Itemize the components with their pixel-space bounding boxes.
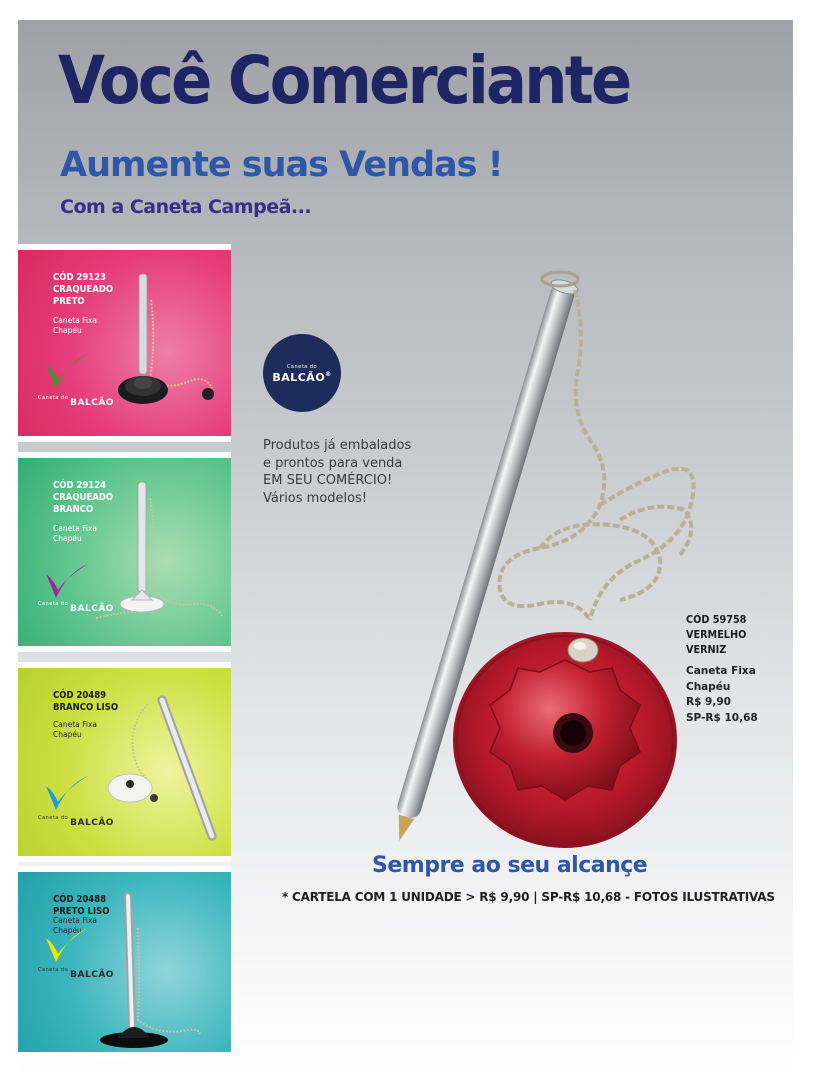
name-line: PRETO	[53, 296, 85, 307]
code-text: CÓD 29124	[53, 480, 107, 491]
price: R$ 9,90	[686, 696, 731, 708]
desc-line: Chapéu	[53, 926, 82, 935]
brand-mark: ®	[325, 371, 332, 378]
brand-name: BALCÃO	[70, 970, 114, 980]
base-icon	[453, 632, 677, 848]
promo-line: Produtos já embalados	[263, 438, 412, 453]
desc-line: Chapéu	[53, 534, 82, 543]
name-line: BRANCO LISO	[53, 702, 119, 713]
desc-line: Caneta Fixa	[53, 316, 98, 325]
name-line: CRAQUEADO	[53, 492, 114, 503]
brand-small: Caneta do	[38, 395, 69, 401]
brand-name: BALCÃO	[70, 818, 114, 828]
brand-small: Caneta do	[286, 364, 318, 370]
code-text: CÓD 20488	[53, 894, 107, 905]
subheadline: Aumente suas Vendas !	[60, 145, 503, 185]
name-line: VERNIZ	[686, 643, 727, 656]
headline: Você Comerciante	[58, 42, 630, 119]
name-line: PRETO LISO	[53, 906, 110, 917]
main-product-desc	[686, 664, 786, 726]
desc-line: Caneta Fixa	[53, 720, 98, 729]
desc-line: Chapéu	[686, 680, 731, 693]
brand-small: Caneta do	[38, 967, 69, 973]
desc-line: Caneta Fixa	[53, 524, 98, 533]
code-text: CÓD 29123	[53, 272, 107, 283]
desc-line: Chapéu	[53, 326, 82, 335]
brand-name: BALCÃO	[272, 371, 326, 384]
promo-line: e prontos para venda	[263, 455, 403, 471]
promo-line: EM SEU COMÉRCIO!	[263, 473, 393, 488]
price-sp: SP-R$ 10,68	[686, 711, 758, 724]
brand-name: BALCÃO	[70, 398, 114, 408]
promo-line: Vários modelos!	[263, 490, 368, 506]
desc-line: Caneta Fixa	[53, 916, 98, 925]
code-text: CÓD 59758	[686, 613, 747, 626]
name-line: BRANCO	[53, 504, 94, 515]
desc-line: Chapéu	[53, 730, 82, 739]
footnote: * CARTELA COM 1 UNIDADE > R$ 9,90 | SP-R$ 10,68 - FOTOS ILUSTRATIVAS	[282, 890, 775, 904]
tagline: Com a Caneta Campeã...	[60, 196, 312, 218]
brand-small: Caneta do	[38, 601, 69, 607]
code-text: CÓD 20489	[53, 690, 107, 701]
name-line: VERMELHO	[686, 628, 747, 641]
main-product-code	[686, 612, 765, 657]
name-line: CRAQUEADO	[53, 284, 114, 295]
chain-icon	[500, 290, 694, 620]
brand-small: Caneta do	[38, 815, 69, 821]
slogan: Sempre ao seu alcançe	[372, 853, 648, 878]
brand-name: BALCÃO	[70, 604, 114, 614]
desc-line: Caneta Fixa	[686, 665, 756, 677]
